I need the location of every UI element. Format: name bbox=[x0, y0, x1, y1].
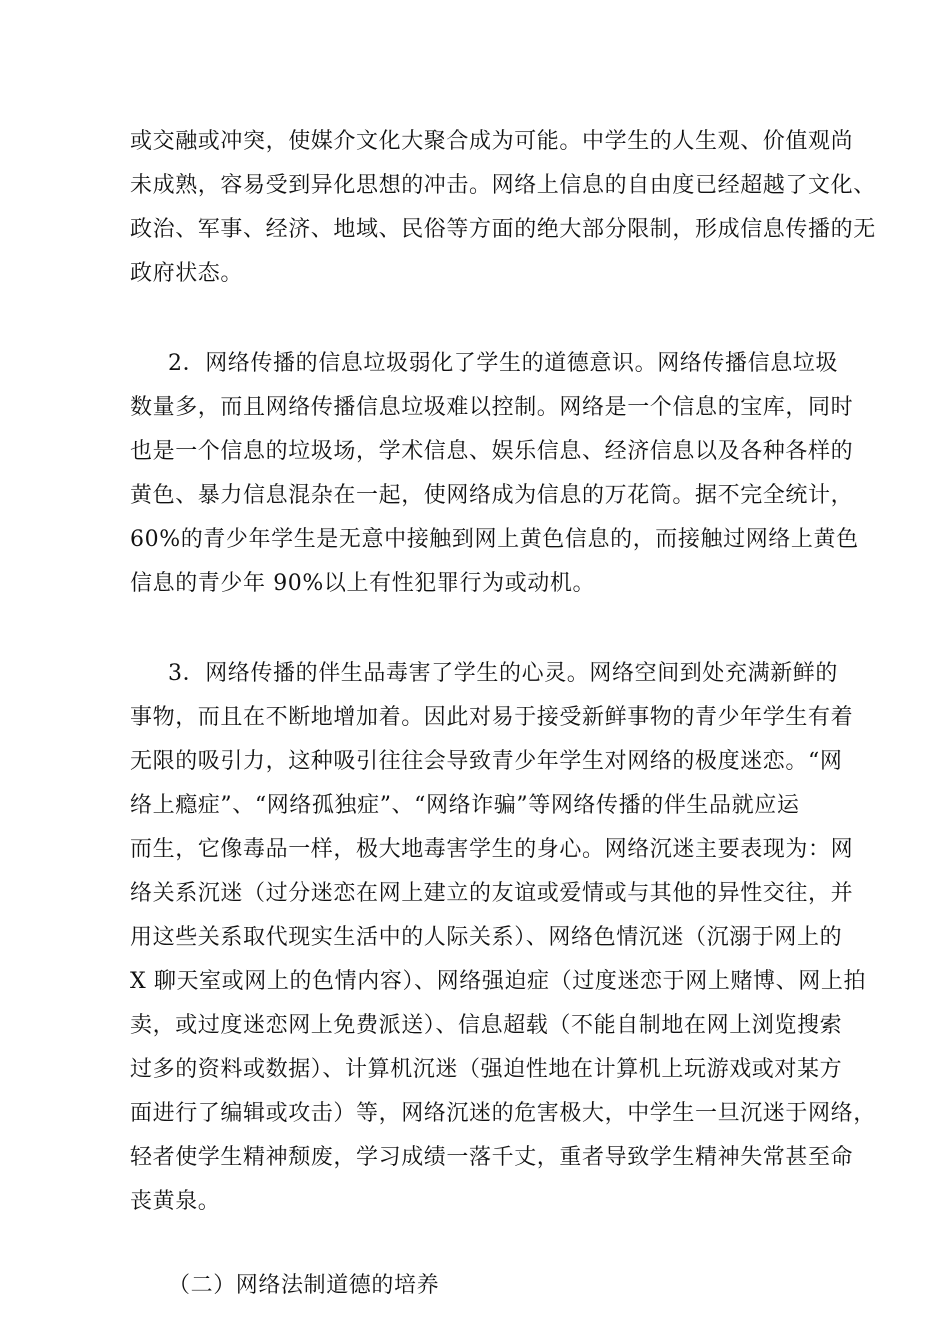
text-line: 络关系沉迷（过分迷恋在网上建立的友谊或爱情或与其他的异性交往，并 bbox=[130, 881, 854, 906]
paragraph-2 bbox=[130, 342, 859, 606]
text-line: 也是一个信息的垃圾场，学术信息、娱乐信息、经济信息以及各种各样的 bbox=[130, 439, 854, 464]
text-line: 数量多，而且网络传播信息垃圾难以控制。网络是一个信息的宝库，同时 bbox=[130, 395, 854, 420]
text-line: 而生，它像毒品一样，极大地毒害学生的身心。网络沉迷主要表现为：网 bbox=[130, 837, 854, 862]
text-line: 或交融或冲突，使媒介文化大聚合成为可能。中学生的人生观、价值观尚 bbox=[130, 129, 854, 154]
section-heading: （二）网络法制道德的培养 bbox=[168, 1273, 440, 1298]
text-line: 无限的吸引力，这种吸引往往会导致青少年学生对网络的极度迷恋。“网 bbox=[130, 749, 843, 774]
text-line: 用这些关系取代现实生活中的人际关系）、网络色情沉迷（沉溺于网上的 bbox=[130, 925, 843, 950]
paragraph-3 bbox=[130, 652, 876, 1224]
paragraph-1 bbox=[130, 120, 876, 296]
text-line: 卖，或过度迷恋网上免费派送）、信息超载（不能自制地在网上浏览搜索 bbox=[130, 1013, 843, 1038]
text-line: 2．网络传播的信息垃圾弱化了学生的道德意识。网络传播信息垃圾 bbox=[168, 351, 838, 376]
text-line: 黄色、暴力信息混杂在一起，使网络成为信息的万花筒。据不完全统计， bbox=[130, 483, 854, 508]
text-line: X 聊天室或网上的色情内容）、网络强迫症（过度迷恋于网上赌博、网上拍 bbox=[130, 969, 867, 994]
text-line: 络上瘾症”、“网络孤独症”、“网络诈骗”等网络传播的伴生品就应运 bbox=[130, 793, 800, 818]
text-line: 政府状态。 bbox=[130, 261, 244, 286]
document-body bbox=[130, 120, 876, 1308]
paragraph-spacer bbox=[130, 1224, 832, 1264]
text-line: 事物，而且在不断地增加着。因此对易于接受新鲜事物的青少年学生有着 bbox=[130, 705, 854, 730]
text-line: 60%的青少年学生是无意中接触到网上黄色信息的，而接触过网络上黄色 bbox=[130, 527, 859, 552]
paragraph-spacer bbox=[130, 606, 832, 652]
text-line: 未成熟，容易受到异化思想的冲击。网络上信息的自由度已经超越了文化、 bbox=[130, 173, 876, 198]
text-line: 丧黄泉。 bbox=[130, 1189, 221, 1214]
text-line: 轻者使学生精神颓废，学习成绩一落千丈，重者导致学生精神失常甚至命 bbox=[130, 1145, 854, 1170]
paragraph-spacer bbox=[130, 296, 832, 342]
text-line: 3．网络传播的伴生品毒害了学生的心灵。网络空间到处充满新鲜的 bbox=[168, 661, 838, 686]
text-line: 面进行了编辑或攻击）等，网络沉迷的危害极大，中学生一旦沉迷于网络， bbox=[130, 1101, 876, 1126]
text-line: 过多的资料或数据）、计算机沉迷（强迫性地在计算机上玩游戏或对某方 bbox=[130, 1057, 843, 1082]
text-line: 信息的青少年 90%以上有性犯罪行为或动机。 bbox=[130, 571, 596, 596]
text-line: 政治、军事、经济、地域、民俗等方面的绝大部分限制，形成信息传播的无 bbox=[130, 217, 876, 242]
